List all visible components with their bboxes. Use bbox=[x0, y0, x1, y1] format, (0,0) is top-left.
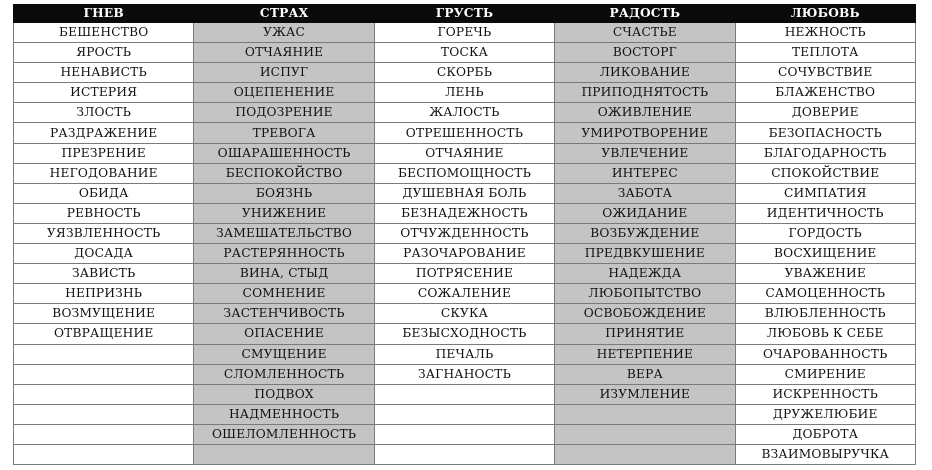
table-row bbox=[14, 83, 916, 103]
header-anger: ГНЕВ bbox=[14, 5, 194, 23]
cell-joy: ЗАБОТА bbox=[555, 183, 735, 203]
cell-joy: ПРИПОДНЯТОСТЬ bbox=[555, 83, 735, 103]
cell-sadness: РАЗОЧАРОВАНИЕ bbox=[374, 244, 554, 264]
cell-anger bbox=[14, 404, 194, 424]
cell-anger: ПРЕЗРЕНИЕ bbox=[14, 143, 194, 163]
cell-anger bbox=[14, 344, 194, 364]
cell-love: ВОСХИЩЕНИЕ bbox=[735, 244, 915, 264]
table-row bbox=[14, 244, 916, 264]
header-joy: РАДОСТЬ bbox=[555, 5, 735, 23]
cell-fear: ОШАРАШЕННОСТЬ bbox=[194, 143, 374, 163]
cell-love: УВАЖЕНИЕ bbox=[735, 264, 915, 284]
cell-sadness: ОТРЕШЕННОСТЬ bbox=[374, 123, 554, 143]
cell-anger: ДОСАДА bbox=[14, 244, 194, 264]
table-row bbox=[14, 63, 916, 83]
cell-anger: НЕПРИЗНЬ bbox=[14, 284, 194, 304]
table-row bbox=[14, 404, 916, 424]
cell-fear: ТРЕВОГА bbox=[194, 123, 374, 143]
cell-love: ДОВЕРИЕ bbox=[735, 103, 915, 123]
cell-anger: РЕВНОСТЬ bbox=[14, 203, 194, 223]
table-row bbox=[14, 43, 916, 63]
cell-joy: ПРЕДВКУШЕНИЕ bbox=[555, 244, 735, 264]
cell-anger: УЯЗВЛЕННОСТЬ bbox=[14, 223, 194, 243]
cell-fear: СМУЩЕНИЕ bbox=[194, 344, 374, 364]
cell-sadness: СКУКА bbox=[374, 304, 554, 324]
cell-love: САМОЦЕННОСТЬ bbox=[735, 284, 915, 304]
emotions-table bbox=[13, 4, 916, 465]
cell-love: ГОРДОСТЬ bbox=[735, 223, 915, 243]
cell-love: ИДЕНТИЧНОСТЬ bbox=[735, 203, 915, 223]
cell-joy: ОЖИДАНИЕ bbox=[555, 203, 735, 223]
cell-sadness: БЕСПОМОЩНОСТЬ bbox=[374, 163, 554, 183]
cell-joy: НАДЕЖДА bbox=[555, 264, 735, 284]
cell-love: СМИРЕНИЕ bbox=[735, 364, 915, 384]
cell-fear: ИСПУГ bbox=[194, 63, 374, 83]
cell-joy bbox=[555, 444, 735, 464]
cell-anger bbox=[14, 364, 194, 384]
table-row bbox=[14, 183, 916, 203]
cell-joy: СЧАСТЬЕ bbox=[555, 23, 735, 43]
cell-anger: ОТВРАЩЕНИЕ bbox=[14, 324, 194, 344]
cell-sadness: ЖАЛОСТЬ bbox=[374, 103, 554, 123]
header-row bbox=[14, 5, 916, 23]
table-row bbox=[14, 123, 916, 143]
cell-anger bbox=[14, 424, 194, 444]
cell-fear: ПОДВОХ bbox=[194, 384, 374, 404]
cell-joy: ВОЗБУЖДЕНИЕ bbox=[555, 223, 735, 243]
table-row bbox=[14, 304, 916, 324]
cell-joy: НЕТЕРПЕНИЕ bbox=[555, 344, 735, 364]
cell-fear: ОПАСЕНИЕ bbox=[194, 324, 374, 344]
table-row bbox=[14, 264, 916, 284]
table-row bbox=[14, 223, 916, 243]
cell-sadness: СКОРБЬ bbox=[374, 63, 554, 83]
cell-sadness: ОТЧУЖДЕННОСТЬ bbox=[374, 223, 554, 243]
cell-fear: ПОДОЗРЕНИЕ bbox=[194, 103, 374, 123]
table-row bbox=[14, 163, 916, 183]
cell-sadness: ОТЧАЯНИЕ bbox=[374, 143, 554, 163]
cell-fear: РАСТЕРЯННОСТЬ bbox=[194, 244, 374, 264]
cell-love: ОЧАРОВАННОСТЬ bbox=[735, 344, 915, 364]
cell-love: СОЧУВСТВИЕ bbox=[735, 63, 915, 83]
cell-love: ТЕПЛОТА bbox=[735, 43, 915, 63]
cell-fear: БЕСПОКОЙСТВО bbox=[194, 163, 374, 183]
cell-joy: УМИРОТВОРЕНИЕ bbox=[555, 123, 735, 143]
cell-love: ДРУЖЕЛЮБИЕ bbox=[735, 404, 915, 424]
table-row bbox=[14, 344, 916, 364]
cell-joy: ИНТЕРЕС bbox=[555, 163, 735, 183]
cell-fear: ОЦЕПЕНЕНИЕ bbox=[194, 83, 374, 103]
cell-fear: УЖАС bbox=[194, 23, 374, 43]
cell-joy: ВЕРА bbox=[555, 364, 735, 384]
table-row bbox=[14, 23, 916, 43]
cell-fear: СОМНЕНИЕ bbox=[194, 284, 374, 304]
cell-anger bbox=[14, 384, 194, 404]
table-row bbox=[14, 284, 916, 304]
table-row bbox=[14, 103, 916, 123]
cell-joy bbox=[555, 424, 735, 444]
table-row bbox=[14, 444, 916, 464]
table-row bbox=[14, 424, 916, 444]
cell-love: ВЛЮБЛЕННОСТЬ bbox=[735, 304, 915, 324]
cell-anger: НЕНАВИСТЬ bbox=[14, 63, 194, 83]
cell-fear: ЗАСТЕНЧИВОСТЬ bbox=[194, 304, 374, 324]
cell-fear: ОШЕЛОМЛЕННОСТЬ bbox=[194, 424, 374, 444]
cell-fear: НАДМЕННОСТЬ bbox=[194, 404, 374, 424]
cell-fear: ЗАМЕШАТЕЛЬСТВО bbox=[194, 223, 374, 243]
cell-sadness bbox=[374, 444, 554, 464]
cell-sadness: ПОТРЯСЕНИЕ bbox=[374, 264, 554, 284]
cell-sadness: ТОСКА bbox=[374, 43, 554, 63]
cell-anger: ИСТЕРИЯ bbox=[14, 83, 194, 103]
cell-anger: ЗАВИСТЬ bbox=[14, 264, 194, 284]
cell-anger: ОБИДА bbox=[14, 183, 194, 203]
cell-fear: УНИЖЕНИЕ bbox=[194, 203, 374, 223]
cell-sadness: БЕЗНАДЕЖНОСТЬ bbox=[374, 203, 554, 223]
cell-fear: ОТЧАЯНИЕ bbox=[194, 43, 374, 63]
cell-anger: ЗЛОСТЬ bbox=[14, 103, 194, 123]
cell-fear: ВИНА, СТЫД bbox=[194, 264, 374, 284]
cell-joy: ВОСТОРГ bbox=[555, 43, 735, 63]
cell-sadness: БЕЗЫСХОДНОСТЬ bbox=[374, 324, 554, 344]
cell-sadness bbox=[374, 384, 554, 404]
cell-sadness: ЗАГНАНОСТЬ bbox=[374, 364, 554, 384]
cell-fear: БОЯЗНЬ bbox=[194, 183, 374, 203]
header-sadness: ГРУСТЬ bbox=[374, 5, 554, 23]
cell-love: ДОБРОТА bbox=[735, 424, 915, 444]
cell-love: ВЗАИМОВЫРУЧКА bbox=[735, 444, 915, 464]
cell-love: ИСКРЕННОСТЬ bbox=[735, 384, 915, 404]
cell-anger: РАЗДРАЖЕНИЕ bbox=[14, 123, 194, 143]
cell-sadness: ГОРЕЧЬ bbox=[374, 23, 554, 43]
cell-fear bbox=[194, 444, 374, 464]
cell-joy: ОСВОБОЖДЕНИЕ bbox=[555, 304, 735, 324]
cell-anger: НЕГОДОВАНИЕ bbox=[14, 163, 194, 183]
table-row bbox=[14, 143, 916, 163]
cell-anger: ЯРОСТЬ bbox=[14, 43, 194, 63]
cell-sadness: СОЖАЛЕНИЕ bbox=[374, 284, 554, 304]
cell-joy: ЛЮБОПЫТСТВО bbox=[555, 284, 735, 304]
cell-anger bbox=[14, 444, 194, 464]
cell-love: БЛАГОДАРНОСТЬ bbox=[735, 143, 915, 163]
cell-joy: ИЗУМЛЕНИЕ bbox=[555, 384, 735, 404]
cell-joy: ОЖИВЛЕНИЕ bbox=[555, 103, 735, 123]
cell-love: ЛЮБОВЬ К СЕБЕ bbox=[735, 324, 915, 344]
cell-love: СПОКОЙСТВИЕ bbox=[735, 163, 915, 183]
header-fear: СТРАХ bbox=[194, 5, 374, 23]
cell-love: БЕЗОПАСНОСТЬ bbox=[735, 123, 915, 143]
table-row bbox=[14, 364, 916, 384]
cell-sadness: ЛЕНЬ bbox=[374, 83, 554, 103]
cell-sadness bbox=[374, 404, 554, 424]
cell-anger: БЕШЕНСТВО bbox=[14, 23, 194, 43]
table-row bbox=[14, 324, 916, 344]
cell-sadness: ДУШЕВНАЯ БОЛЬ bbox=[374, 183, 554, 203]
cell-joy: УВЛЕЧЕНИЕ bbox=[555, 143, 735, 163]
cell-love: НЕЖНОСТЬ bbox=[735, 23, 915, 43]
cell-joy bbox=[555, 404, 735, 424]
table-row bbox=[14, 384, 916, 404]
cell-fear: СЛОМЛЕННОСТЬ bbox=[194, 364, 374, 384]
emotions-table-body bbox=[14, 23, 916, 465]
header-love: ЛЮБОВЬ bbox=[735, 5, 915, 23]
cell-joy: ЛИКОВАНИЕ bbox=[555, 63, 735, 83]
table-row bbox=[14, 203, 916, 223]
cell-sadness bbox=[374, 424, 554, 444]
cell-anger: ВОЗМУЩЕНИЕ bbox=[14, 304, 194, 324]
cell-love: СИМПАТИЯ bbox=[735, 183, 915, 203]
cell-sadness: ПЕЧАЛЬ bbox=[374, 344, 554, 364]
cell-love: БЛАЖЕНСТВО bbox=[735, 83, 915, 103]
cell-joy: ПРИНЯТИЕ bbox=[555, 324, 735, 344]
